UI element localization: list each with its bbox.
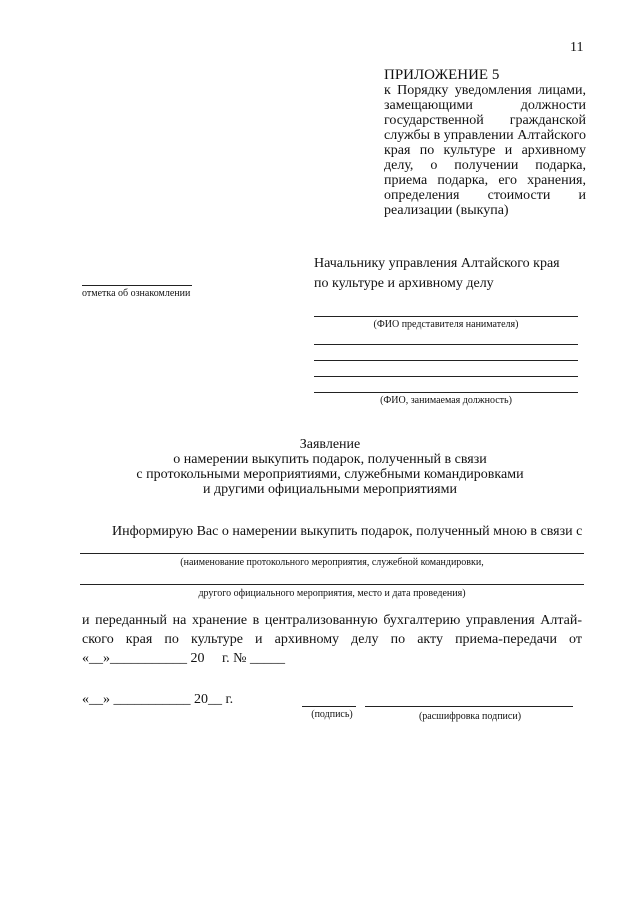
date-line: «__» ___________ 20__ г. <box>82 692 234 707</box>
transfer-line-1: и переданный на хранение в централизованную бухгалтерию управления Алтай- <box>82 613 582 628</box>
signature-line <box>302 706 356 707</box>
blank-line-2 <box>314 360 578 361</box>
transfer-line-2: ского края по культуре и архивному делу по акту приема-передачи от <box>82 632 582 647</box>
appendix-block <box>384 68 586 218</box>
event-line-2 <box>80 584 584 585</box>
fio-pos-caption: (ФИО, занимаемая должность) <box>380 395 512 406</box>
event-caption-2: другого официального мероприятия, место и дата проведения) <box>198 588 466 599</box>
blank-line-3 <box>314 376 578 377</box>
appendix-text: к Порядку уведомления лицами, замещающими должности государственной гражданской службы в управлении Алтайского края по культуре и архивному делу, о получении подарка, приема подарка, его хранения, определения стоимости и реализации (выкупа) <box>384 83 586 218</box>
statement-line-1: о намерении выкупить подарок, полученный в связи <box>173 452 487 467</box>
fio-rep-line <box>314 316 578 317</box>
addressee-block <box>314 254 560 294</box>
acknowledgment-line <box>82 285 192 286</box>
statement-line-3: и другими официальными мероприятиями <box>203 482 457 497</box>
fio-pos-line <box>314 392 578 393</box>
blank-line-1 <box>314 344 578 345</box>
acknowledgment-label: отметка об ознакомлении <box>82 288 191 299</box>
decoding-caption: (расшифровка подписи) <box>418 711 522 722</box>
appendix-title: ПРИЛОЖЕНИЕ 5 <box>384 67 500 83</box>
event-caption-1: (наименование протокольного мероприятия, служебной командировки, <box>180 557 484 568</box>
decoding-line <box>365 706 573 707</box>
page-number: 11 <box>570 40 584 55</box>
statement-block <box>80 437 580 497</box>
signature-caption: (подпись) <box>311 709 353 720</box>
statement-line-2: с протокольными мероприятиями, служебными командировками <box>136 467 524 482</box>
statement-title: Заявление <box>299 437 361 452</box>
inform-text: Информирую Вас о намерении выкупить подарок, полученный мною в связи с <box>112 524 583 539</box>
addressee-line-1: Начальнику управления Алтайского края <box>314 256 560 271</box>
fio-rep-caption: (ФИО представителя нанимателя) <box>373 319 519 330</box>
event-line-1 <box>80 553 584 554</box>
transfer-line-3: «__»___________ 20 г. № _____ <box>82 651 286 666</box>
addressee-line-2: по культуре и архивному делу <box>314 276 494 291</box>
